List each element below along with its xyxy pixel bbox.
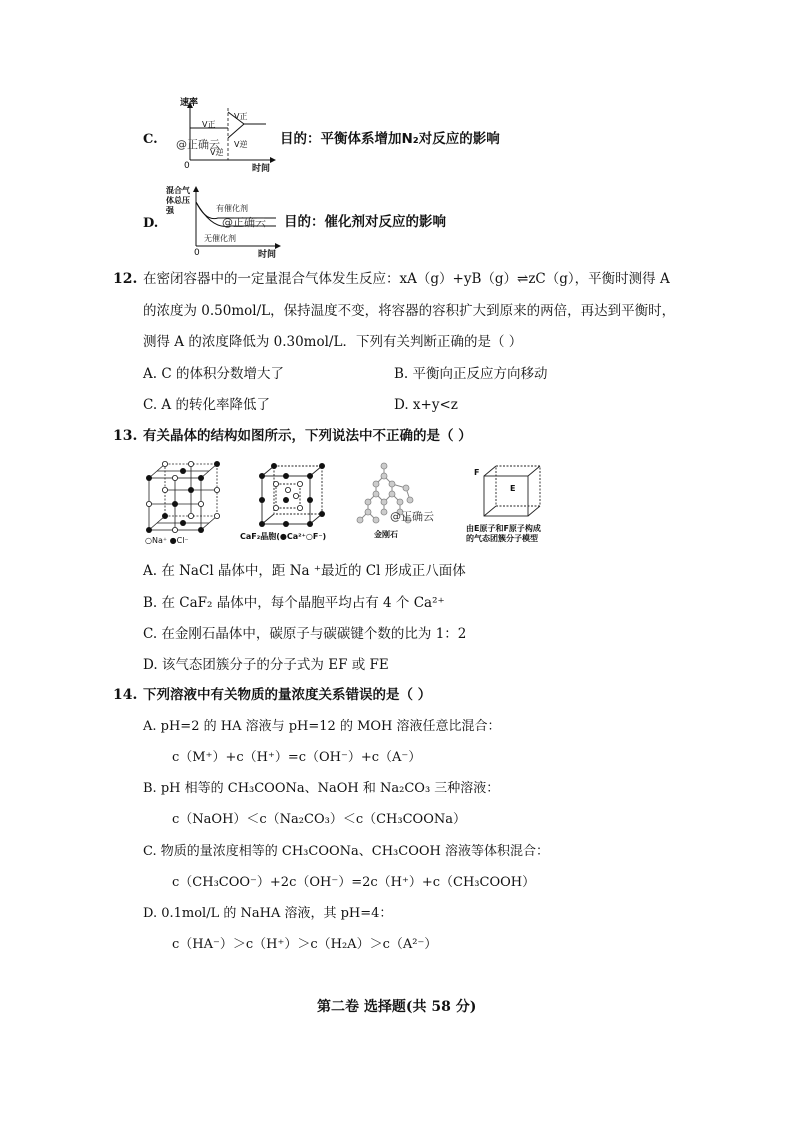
diamond-caption: 金刚石 xyxy=(374,530,398,539)
q12-option-b[interactable]: B. 平衡向正反应方向移动 xyxy=(394,366,548,382)
catalyst-curve-label: 有催化剂 xyxy=(216,204,248,213)
cluster-caption-2: 的气态团簇分子模型 xyxy=(466,534,538,543)
nacl-crystal-figure xyxy=(143,460,223,546)
q11-optD-label: D. xyxy=(143,216,159,231)
time-axis-label: 时间 xyxy=(252,164,271,174)
watermark: @正确云 xyxy=(390,510,434,523)
q12-option-c[interactable]: C. A 的转化率降低了 xyxy=(143,397,270,413)
q14-option-c[interactable]: C. 物质的量浓度相等的 CH₃COONa、CH₃COOH 溶液等体积混合： xyxy=(143,844,549,859)
q14-number: 14. xyxy=(113,687,138,703)
nacl-caption: ○Na⁺ ●Cl⁻ xyxy=(145,536,189,545)
q11-optD-purpose: 目的：催化剂对反应的影响 xyxy=(284,214,446,230)
no-catalyst-curve-label: 无催化剂 xyxy=(204,234,236,243)
q14-option-b-equation: c（NaOH）＜c（Na₂CO₃）＜c（CH₃COONa） xyxy=(172,812,466,827)
v-reverse-label-2: V逆 xyxy=(234,140,248,149)
q12-stem-line1: 在密闭容器中的一定量混合气体发生反应：xA（g）+yB（g）⇌zC（g），平衡时测得 A xyxy=(143,271,670,287)
diamond-crystal-figure xyxy=(350,460,440,544)
q13-number: 13. xyxy=(113,428,138,444)
v-reverse-label-1: V逆 xyxy=(210,148,224,157)
caf2-crystal-figure xyxy=(240,462,328,546)
q14-option-d[interactable]: D. 0.1mol/L 的 NaHA 溶液，其 pH=4： xyxy=(143,906,393,921)
q11-optC-purpose: 目的：平衡体系增加N₂对反应的影响 xyxy=(280,131,500,147)
q14-option-a[interactable]: A. pH=2 的 HA 溶液与 pH=12 的 MOH 溶液任意比混合： xyxy=(143,719,501,734)
q13-stem: 有关晶体的结构如图所示，下列说法中不正确的是（ ） xyxy=(143,428,472,444)
watermark: @正确云 xyxy=(222,216,266,229)
cluster-molecule-figure xyxy=(466,462,558,546)
q13-option-c[interactable]: C. 在金刚石晶体中，碳原子与碳碳键个数的比为 1：2 xyxy=(143,626,467,642)
rate-time-graph xyxy=(168,98,278,174)
caf2-caption: CaF₂晶胞(●Ca²⁺○F⁻) xyxy=(240,532,327,541)
cluster-caption-1: 由E原子和F原子构成 xyxy=(466,524,541,533)
watermark: @正确云 xyxy=(176,138,220,151)
cluster-E-label: E xyxy=(510,484,516,493)
q14-stem: 下列溶液中有关物质的量浓度关系错误的是（ ） xyxy=(143,687,432,703)
q11-optC-label: C. xyxy=(143,132,158,147)
pressure-axis-label-3: 强 xyxy=(166,206,174,215)
section-heading: 第二卷 选择题(共 58 分) xyxy=(317,999,477,1015)
q14-option-c-equation: c（CH₃COO⁻）+2c（OH⁻）=2c（H⁺）+c（CH₃COOH） xyxy=(172,875,536,890)
origin-label: 0 xyxy=(194,248,200,258)
q12-number: 12. xyxy=(113,271,138,287)
cluster-F-label: F xyxy=(474,468,480,477)
nacl-lattice xyxy=(143,460,223,532)
origin-label: 0 xyxy=(184,161,190,171)
q14-option-d-equation: c（HA⁻）＞c（H⁺）＞c（H₂A）＞c（A²⁻） xyxy=(172,937,438,952)
q13-option-a[interactable]: A. 在 NaCl 晶体中，距 Na ⁺最近的 Cl 形成正八面体 xyxy=(143,563,466,579)
v-forward-label-2: V正 xyxy=(234,112,248,121)
pressure-axis-label-1: 混合气 xyxy=(166,186,190,195)
q14-option-a-equation: c（M⁺）+c（H⁺）=c（OH⁻）+c（A⁻） xyxy=(172,750,422,765)
q13-option-b[interactable]: B. 在 CaF₂ 晶体中，每个晶胞平均占有 4 个 Ca²⁺ xyxy=(143,595,445,611)
pressure-time-graph xyxy=(166,184,284,262)
q12-option-a[interactable]: A. C 的体积分数增大了 xyxy=(143,366,284,382)
v-forward-label-1: V正 xyxy=(202,120,216,129)
q13-option-d[interactable]: D. 该气态团簇分子的分子式为 EF 或 FE xyxy=(143,657,389,673)
q12-stem-line2: 的浓度为 0.50mol/L，保持温度不变，将容器的容积扩大到原来的两倍，再达到平衡时， xyxy=(143,303,676,319)
pressure-axis-label-2: 体总压 xyxy=(166,196,190,205)
q14-option-b[interactable]: B. pH 相等的 CH₃COONa、NaOH 和 Na₂CO₃ 三种溶液： xyxy=(143,781,500,796)
q12-stem-line3: 测得 A 的浓度降低为 0.30mol/L．下列有关判断正确的是（ ） xyxy=(143,334,523,350)
rate-axis-label: 速率 xyxy=(180,98,199,108)
caf2-lattice xyxy=(240,462,328,528)
time-axis-label: 时间 xyxy=(258,250,277,260)
q12-option-d[interactable]: D. x+y<z xyxy=(394,397,458,413)
